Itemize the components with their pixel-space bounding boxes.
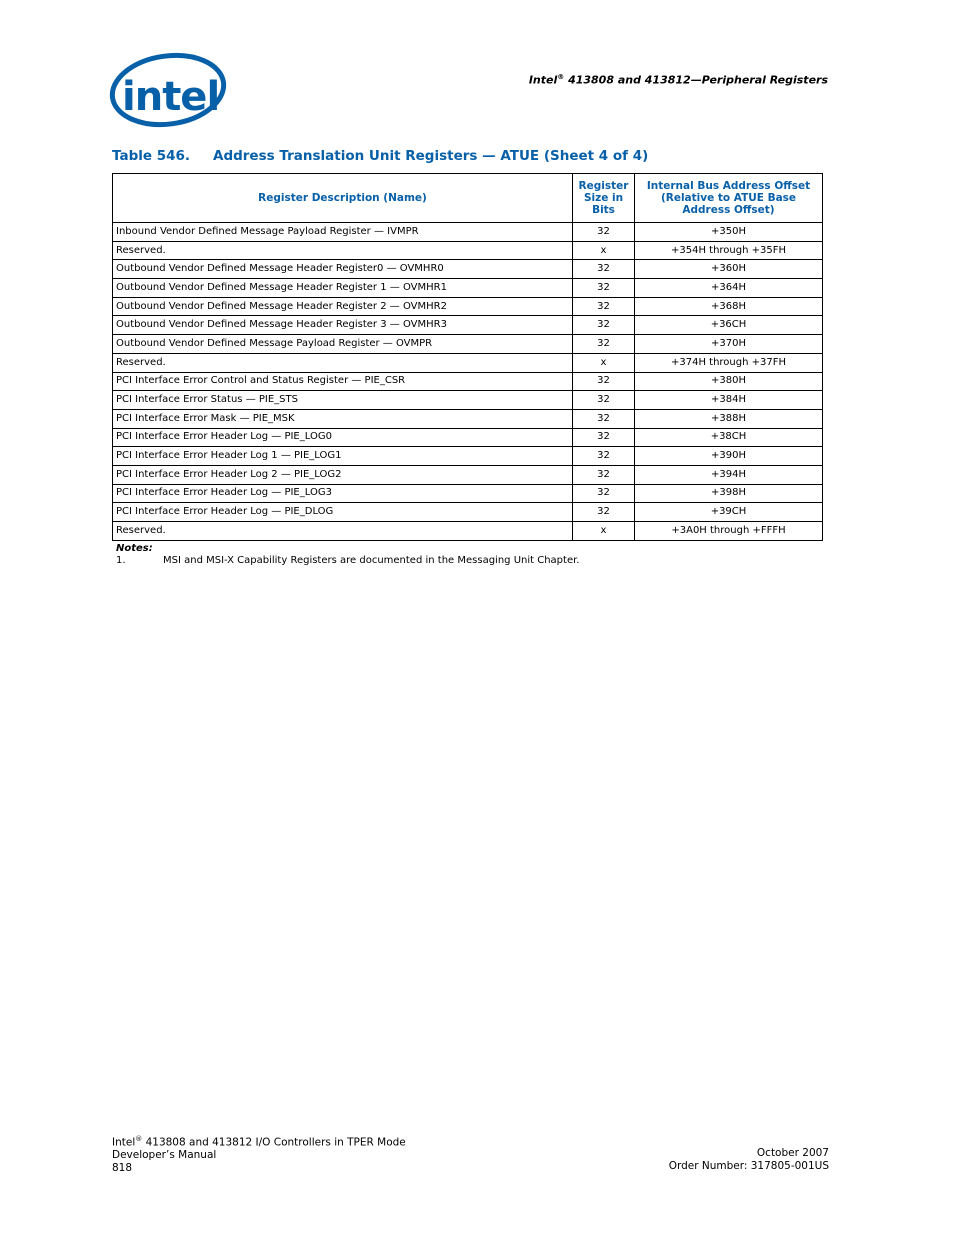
footer-date: October 2007: [756, 1147, 829, 1159]
register-size-cell: 32: [573, 391, 635, 410]
register-offset-cell: +350H: [635, 223, 823, 242]
registered-mark: ®: [557, 73, 565, 81]
table-row: [113, 335, 823, 354]
register-offset-cell: +384H: [635, 391, 823, 410]
table-row: [113, 241, 823, 260]
table-row: [113, 503, 823, 522]
register-offset-cell: +380H: [635, 372, 823, 391]
register-description-cell: PCI Interface Error Mask — PIE_MSK: [113, 409, 573, 428]
table-row: [113, 297, 823, 316]
register-description-cell: Reserved.: [113, 522, 573, 541]
register-description-cell: PCI Interface Error Header Log — PIE_LOG3: [113, 484, 573, 503]
table-row: [113, 316, 823, 335]
table-title: [112, 148, 648, 164]
register-offset-cell: +394H: [635, 465, 823, 484]
register-offset-cell: +388H: [635, 409, 823, 428]
register-description-cell: Reserved.: [113, 353, 573, 372]
register-description-cell: PCI Interface Error Header Log 1 — PIE_LOG1: [113, 447, 573, 466]
register-description-cell: PCI Interface Error Header Log — PIE_LOG0: [113, 428, 573, 447]
running-header-title: 413808 and 413812—Peripheral Registers: [564, 73, 828, 87]
register-description-cell: PCI Interface Error Status — PIE_STS: [113, 391, 573, 410]
notes-title: Notes:: [116, 543, 153, 554]
intel-logo: [108, 50, 228, 132]
table-row: [113, 372, 823, 391]
table-caption: Address Translation Unit Registers — ATUE (Sheet 4 of 4): [213, 148, 649, 164]
running-header-brand: Intel: [528, 73, 558, 87]
register-description-cell: Inbound Vendor Defined Message Payload Register — IVMPR: [113, 223, 573, 242]
register-description-cell: PCI Interface Error Control and Status Register — PIE_CSR: [113, 372, 573, 391]
register-size-cell: 32: [573, 503, 635, 522]
footer-title-rest: 413808 and 413812 I/O Controllers in TPER Mode: [142, 1136, 406, 1149]
column-header-description: Register Description (Name): [113, 174, 573, 223]
register-description-cell: Outbound Vendor Defined Message Header Register0 — OVMHR0: [113, 260, 573, 279]
table-row: [113, 391, 823, 410]
register-offset-cell: +370H: [635, 335, 823, 354]
register-offset-cell: +36CH: [635, 316, 823, 335]
table-row: [113, 465, 823, 484]
table-row: [113, 223, 823, 242]
register-size-cell: x: [573, 522, 635, 541]
table-row: [113, 428, 823, 447]
register-offset-cell: +374H through +37FH: [635, 353, 823, 372]
table-notes: [116, 543, 579, 567]
svg-text:intel: intel: [122, 74, 220, 120]
register-table: [112, 173, 823, 541]
register-size-cell: 32: [573, 260, 635, 279]
footer-left: [112, 1133, 406, 1174]
register-size-cell: 32: [573, 223, 635, 242]
register-size-cell: 32: [573, 297, 635, 316]
register-size-cell: 32: [573, 409, 635, 428]
table-row: [113, 409, 823, 428]
note-text: MSI and MSI-X Capability Registers are documented in the Messaging Unit Chapter.: [163, 555, 580, 566]
register-offset-cell: +390H: [635, 447, 823, 466]
register-description-cell: PCI Interface Error Header Log 2 — PIE_LOG2: [113, 465, 573, 484]
register-size-cell: 32: [573, 335, 635, 354]
table-row: [113, 353, 823, 372]
table-row: [113, 447, 823, 466]
note-item: [116, 555, 579, 567]
register-offset-cell: +360H: [635, 260, 823, 279]
table-number: Table 546.: [112, 148, 191, 164]
register-size-cell: 32: [573, 465, 635, 484]
register-size-cell: x: [573, 241, 635, 260]
table-row: [113, 260, 823, 279]
footer-doc-title: [112, 1133, 406, 1149]
register-size-cell: x: [573, 353, 635, 372]
table-row: [113, 484, 823, 503]
register-description-cell: Outbound Vendor Defined Message Header Register 1 — OVMHR1: [113, 279, 573, 298]
table-body: [113, 223, 823, 541]
column-header-offset: Internal Bus Address Offset (Relative to ATUE Base Address Offset): [635, 174, 823, 223]
register-offset-cell: +3A0H through +FFFH: [635, 522, 823, 541]
footer-brand: Intel: [112, 1136, 136, 1149]
note-number: 1.: [116, 555, 126, 566]
register-offset-cell: +364H: [635, 279, 823, 298]
register-offset-cell: +368H: [635, 297, 823, 316]
page-number: 818: [112, 1161, 133, 1174]
running-header: [529, 73, 828, 87]
register-description-cell: Outbound Vendor Defined Message Payload Register — OVMPR: [113, 335, 573, 354]
footer-right: [669, 1147, 829, 1172]
table-row: [113, 279, 823, 298]
table-header-row: [113, 174, 823, 223]
register-offset-cell: +354H through +35FH: [635, 241, 823, 260]
register-description-cell: PCI Interface Error Header Log — PIE_DLOG: [113, 503, 573, 522]
table-row: [113, 522, 823, 541]
register-size-cell: 32: [573, 484, 635, 503]
column-header-size: Register Size in Bits: [573, 174, 635, 223]
register-description-cell: Outbound Vendor Defined Message Header Register 3 — OVMHR3: [113, 316, 573, 335]
footer-registered-mark: ®: [135, 1135, 143, 1143]
register-offset-cell: +38CH: [635, 428, 823, 447]
register-size-cell: 32: [573, 316, 635, 335]
register-offset-cell: +39CH: [635, 503, 823, 522]
register-offset-cell: +398H: [635, 484, 823, 503]
register-description-cell: Reserved.: [113, 241, 573, 260]
register-description-cell: Outbound Vendor Defined Message Header Register 2 — OVMHR2: [113, 297, 573, 316]
register-size-cell: 32: [573, 447, 635, 466]
footer-order-number: Order Number: 317805-001US: [668, 1159, 829, 1172]
register-size-cell: 32: [573, 428, 635, 447]
footer-manual-type: Developer’s Manual: [112, 1149, 217, 1161]
register-size-cell: 32: [573, 279, 635, 298]
register-size-cell: 32: [573, 372, 635, 391]
